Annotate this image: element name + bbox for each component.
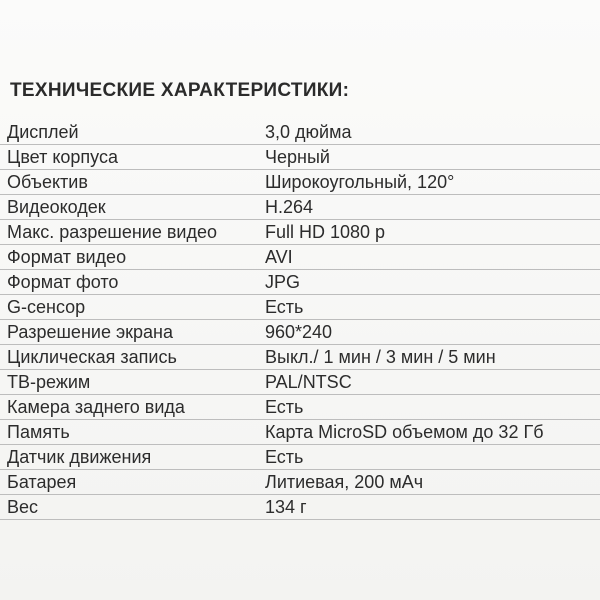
spec-value: JPG xyxy=(265,272,301,292)
spec-label: Дисплей xyxy=(7,122,79,142)
spec-row-rear-camera xyxy=(0,395,600,420)
spec-value: Есть xyxy=(265,397,304,417)
spec-label: Разрешение экрана xyxy=(7,322,173,342)
spec-label: Формат видео xyxy=(7,247,127,267)
spec-value: Есть xyxy=(265,447,304,467)
spec-row-motion-sensor xyxy=(0,445,600,470)
spec-label: Цвет корпуса xyxy=(7,147,118,167)
spec-value: Черный xyxy=(265,147,330,167)
spec-row-screen-resolution xyxy=(0,320,600,345)
spec-label: Объектив xyxy=(7,172,88,192)
spec-row-memory xyxy=(0,420,600,445)
spec-row-loop-recording xyxy=(0,345,600,370)
spec-row-lens xyxy=(0,170,600,195)
spec-value: PAL/NTSC xyxy=(265,372,352,392)
spec-value: Литиевая, 200 мАч xyxy=(265,472,424,492)
spec-row-weight xyxy=(0,495,600,520)
spec-label: Циклическая запись xyxy=(7,347,177,367)
page-title: ТЕХНИЧЕСКИЕ ХАРАКТЕРИСТИКИ: xyxy=(10,80,350,101)
spec-row-photo-format xyxy=(0,270,600,295)
spec-row-battery xyxy=(0,470,600,495)
spec-table xyxy=(0,120,600,520)
spec-row-video-format xyxy=(0,245,600,270)
spec-row-g-sensor xyxy=(0,295,600,320)
spec-value: H.264 xyxy=(265,197,314,217)
spec-label: Камера заднего вида xyxy=(7,397,185,417)
spec-value: AVI xyxy=(265,247,293,267)
spec-row-video-codec xyxy=(0,195,600,220)
spec-value: 3,0 дюйма xyxy=(265,122,352,142)
spec-row-max-video-resolution xyxy=(0,220,600,245)
spec-value: Широкоугольный, 120° xyxy=(265,172,455,192)
spec-label: Вес xyxy=(7,497,39,517)
spec-row-tv-mode xyxy=(0,370,600,395)
spec-label: Память xyxy=(7,422,70,442)
spec-label: Датчик движения xyxy=(7,447,152,467)
spec-label: ТВ-режим xyxy=(7,372,91,392)
spec-label: Батарея xyxy=(7,472,77,492)
spec-label: Формат фото xyxy=(7,272,119,292)
spec-label: G-сенсор xyxy=(7,297,86,317)
spec-value: 134 г xyxy=(265,497,307,517)
spec-label: Макс. разрешение видео xyxy=(7,222,217,242)
spec-value: Карта MicroSD объемом до 32 Гб xyxy=(265,422,544,442)
spec-row-body-color xyxy=(0,145,600,170)
spec-value: Выкл./ 1 мин / 3 мин / 5 мин xyxy=(265,347,496,367)
spec-label: Видеокодек xyxy=(7,197,106,217)
spec-value: Есть xyxy=(265,297,304,317)
spec-value: Full HD 1080 p xyxy=(265,222,386,242)
spec-value: 960*240 xyxy=(265,322,333,342)
spec-row-display xyxy=(0,120,600,145)
